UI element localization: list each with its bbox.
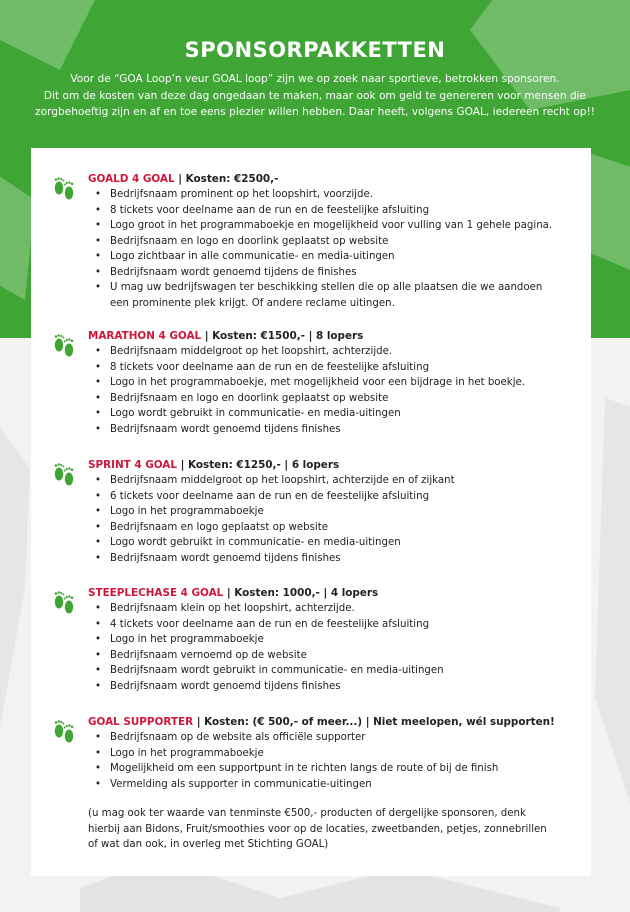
list-item: • Bedrijfsnaam wordt genoemd tijdens finishes [88,679,444,695]
list-item: • Logo in het programmaboekje [88,632,444,648]
package-items [88,187,552,311]
package-title [88,172,278,186]
note-line-1: (u mag ook ter waarde van tenminste €500,- producten of dergelijke sponsoren, denk [88,808,526,819]
package-items [88,473,455,566]
package-meta: | Kosten: 1000,- | 4 lopers [223,587,379,599]
page-header [0,38,630,121]
list-item: • Bedrijfsnaam wordt genoemd tijdens de finishes [88,265,552,281]
footprints-icon [51,329,77,359]
package-meta: | Kosten: €1500,- | 8 lopers [201,330,364,342]
list-item: • Logo in het programmaboekje, met mogelijkheid voor een bijdrage in het boekje. [88,375,525,391]
note-line-2: hierbij aan Bidons, Fruit/smoothies voor op de locaties, zweetbanden, petjes, zonnebrillen [88,823,547,835]
package-items [88,730,498,792]
package-name: SPRINT 4 GOAL [88,459,177,471]
footprints-icon [51,172,77,202]
note-line-3: of wat dan ook, in overleg met Stichting GOAL) [88,839,329,850]
package-meta: | Kosten: €2500,- [174,173,279,185]
package-title [88,458,339,472]
list-item: • 4 tickets voor deelname aan de run en de feestelijke afsluiting [88,617,444,633]
package-goal-supporter [51,715,581,800]
sponsor-packages-card [31,148,591,876]
list-item-continuation: een prominente plek krijgt. Of andere reclame uitingen. [110,297,395,309]
package-name: GOAL SUPPORTER [88,716,194,728]
list-item: • Bedrijfsnaam wordt genoemd tijdens finishes [88,551,455,567]
package-goald-4-goal [51,172,581,317]
list-item: • Bedrijfsnaam middelgroot op het loopshirt, achterzijde en of zijkant [88,473,455,489]
list-item: • Bedrijfsnaam wordt gebruikt in communicatie- en media-uitingen [88,663,444,679]
package-name: STEEPLECHASE 4 GOAL [88,587,224,599]
package-meta: | Kosten: (€ 500,- of meer...) | Niet meelopen, wél supporten! [193,716,555,728]
package-title [88,715,555,729]
list-item: • Vermelding als supporter in communicatie-uitingen [88,777,498,793]
list-item: • Mogelijkheid om een supportpunt in te richten langs de route of bij de finish [88,761,498,777]
page-title: SPONSORPAKKETTEN [184,38,446,62]
list-item: • Logo groot in het programmaboekje en mogelijkheid voor vulling van 1 gehele pagina. [88,218,552,234]
footprints-icon [51,586,77,616]
list-item: • U mag uw bedrijfswagen ter beschikking stellen die op alle plaatsen die we aandoen [88,280,552,296]
package-steeplechase-4-goal [51,586,581,696]
package-marathon-4-goal [51,329,581,439]
list-item: • Logo wordt gebruikt in communicatie- en media-uitingen [88,406,525,422]
list-item: • Bedrijfsnaam en logo en doorlink geplaatst op website [88,234,552,250]
list-item: • Bedrijfsnaam en logo geplaatst op website [88,520,455,536]
list-item: • Bedrijfsnaam vernoemd op de website [88,648,444,664]
list-item: • Logo wordt gebruikt in communicatie- en media-uitingen [88,535,455,551]
package-title [88,329,363,343]
list-item: • Bedrijfsnaam en logo en doorlink geplaatst op website [88,391,525,407]
intro-line-3: zorgbehoeftig zijn en af en toe eens plezier willen hebben. Daar heeft, volgens GOAL, iedereen recht op!! [35,106,595,118]
list-item: • Logo in het programmaboekje [88,504,455,520]
list-item: • 8 tickets voor deelname aan de run en de feestelijke afsluiting [88,360,525,376]
intro-line-2: Dit om de kosten van deze dag ongedaan te maken, maar ook om geld te genereren voor mensen die [43,89,587,102]
decorative-shape [595,398,630,818]
list-item: • 8 tickets voor deelname aan de run en de feestelijke afsluiting [88,203,552,219]
list-item: • Bedrijfsnaam op de website als officiële supporter [88,730,498,746]
list-item: • Bedrijfsnaam klein op het loopshirt, achterzijde. [88,601,444,617]
package-title [88,586,378,600]
list-item: • Bedrijfsnaam prominent op het loopshirt, voorzijde. [88,187,552,203]
footprints-icon [51,715,77,745]
list-item: • Bedrijfsnaam wordt genoemd tijdens finishes [88,422,525,438]
package-items [88,344,525,437]
package-sprint-4-goal [51,458,581,568]
package-items [88,601,444,694]
footprints-icon [51,458,77,488]
package-meta: | Kosten: €1250,- | 6 lopers [176,459,340,471]
list-item: • Logo zichtbaar in alle communicatie- en media-uitingen [88,249,552,265]
list-item: • Bedrijfsnaam middelgroot op het loopshirt, achterzijde. [88,344,525,360]
package-name: MARATHON 4 GOAL [88,330,202,342]
intro-line-1: Voor de “GOA Loop’n veur GOAL loop” zijn we op zoek naar sportieve, betrokken sponsoren. [70,73,560,85]
intro-text [0,71,630,121]
sponsor-note [88,806,568,853]
package-name: GOALD 4 GOAL [88,173,175,185]
list-item: • Logo in het programmaboekje [88,746,498,762]
list-item: • 6 tickets voor deelname aan de run en de feestelijke afsluiting [88,489,455,505]
